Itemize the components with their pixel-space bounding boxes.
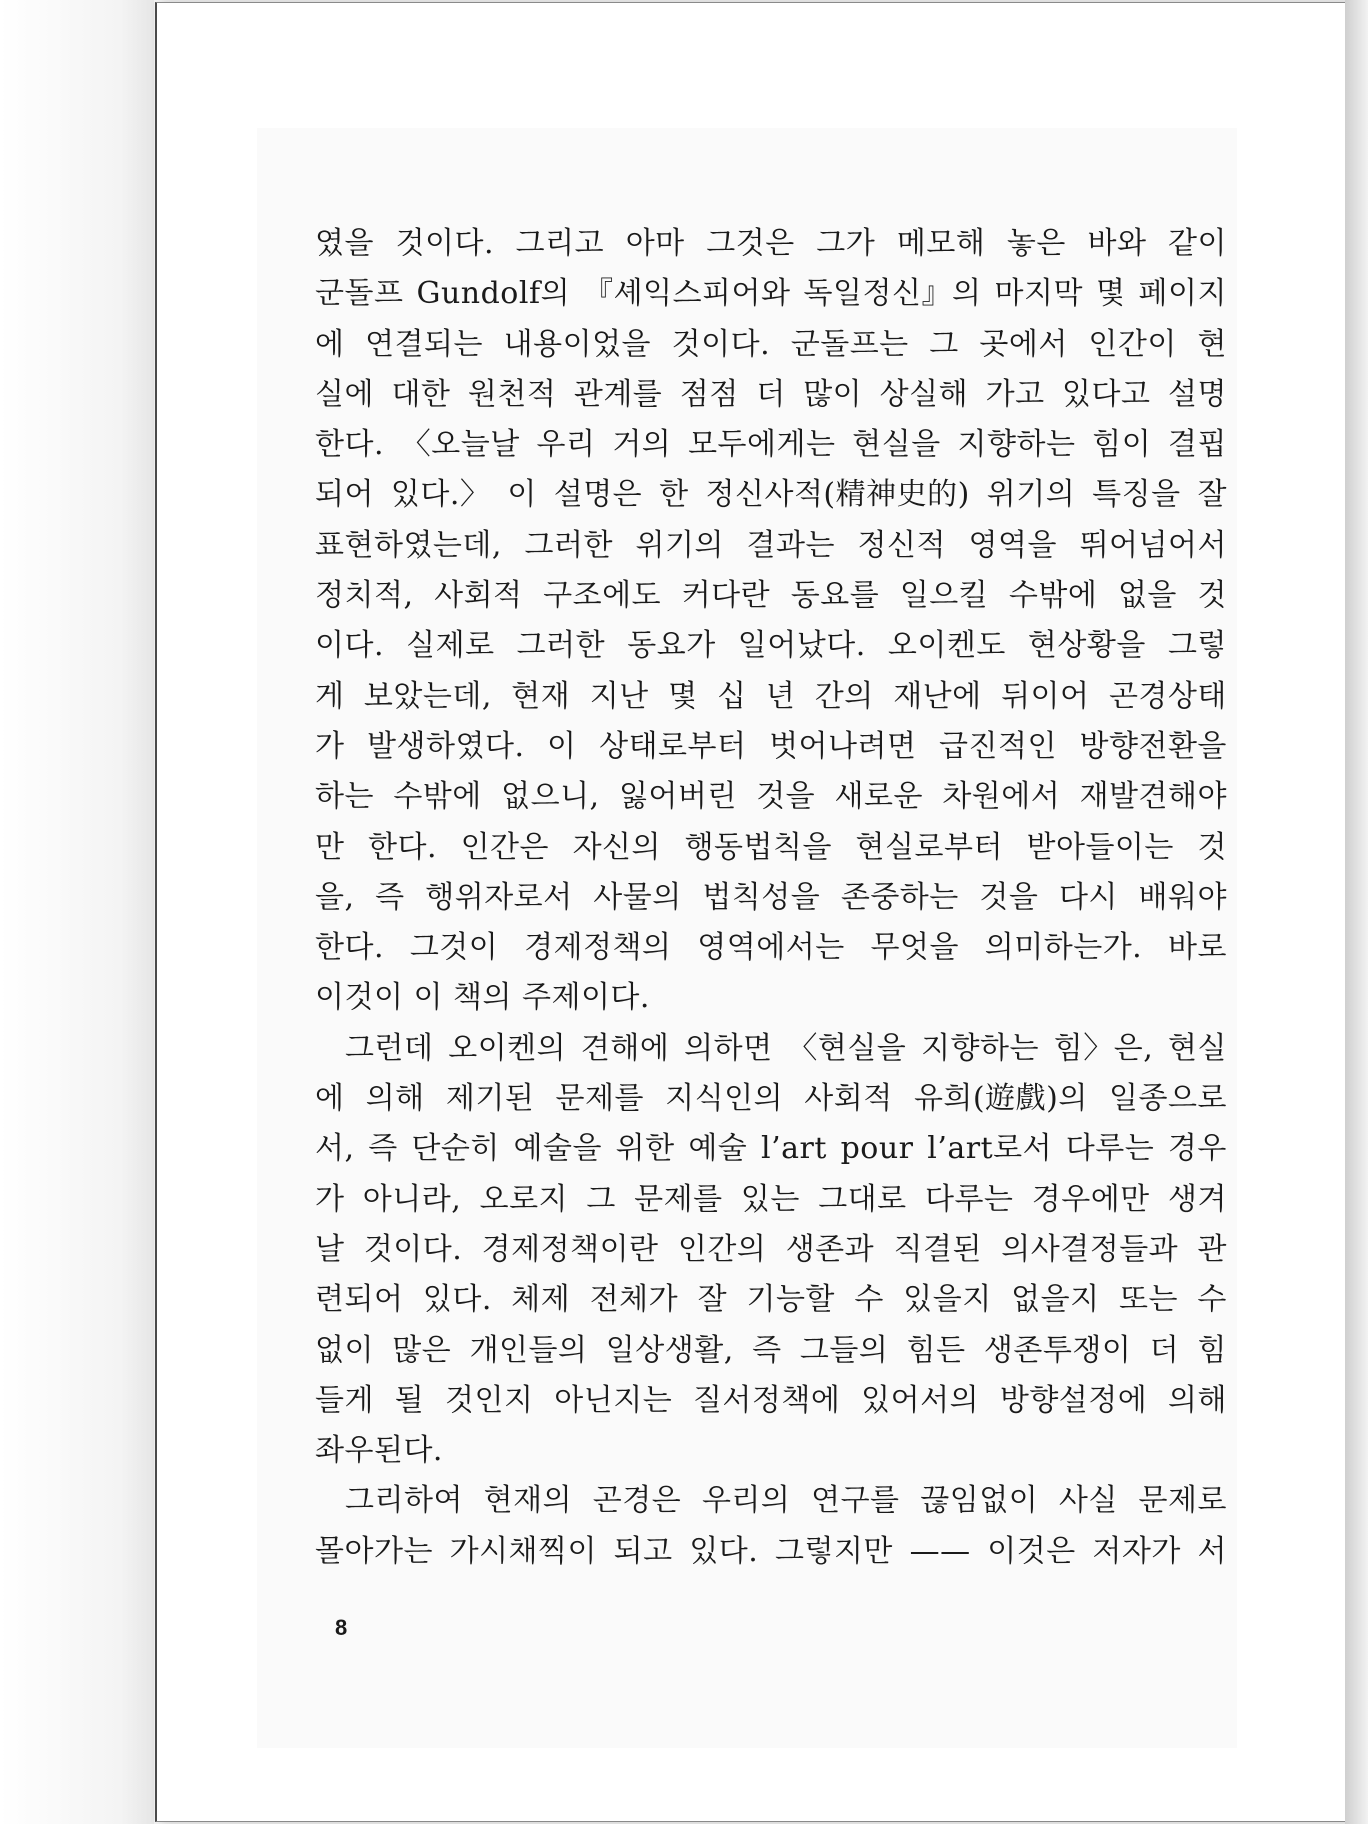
text-line: 한다. 그것이 경제정책의 영역에서는 무엇을 의미하는가. 바로 [315,930,1227,966]
text-line: 였을 것이다. 그리고 아마 그것은 그가 메모해 놓은 바와 같이 [315,226,1227,261]
text-line: 에 의해 제기된 문제를 지식인의 사회적 유희(遊戲)의 일종으로 [315,1081,1227,1117]
text-line: 만 한다. 인간은 자신의 행동법칙을 현실로부터 받아들이는 것 [315,829,1227,865]
text-line: 없이 많은 개인들의 일상생활, 즉 그들의 힘든 생존투쟁이 더 힘 [315,1332,1227,1368]
book-page [155,2,1347,1822]
text-line: 날 것이다. 경제정책이란 인간의 생존과 직결된 의사결정들과 관 [315,1231,1227,1267]
text-line: 군돌프 Gundolf의 『셰익스피어와 독일정신』의 마지막 몇 페이지 [315,276,1227,312]
text-line: 몰아가는 가시채찍이 되고 있다. 그렇지만 —— 이것은 저자가 서 [315,1533,1227,1569]
text-line: 에 연결되는 내용이었을 것이다. 군돌프는 그 곳에서 인간이 현 [315,326,1227,362]
page-number: 8 [335,1615,348,1640]
text-line: 이다. 실제로 그러한 동요가 일어났다. 오이켄도 현상황을 그렇 [315,628,1227,664]
text-line: 하는 수밖에 없으니, 잃어버린 것을 새로운 차원에서 재발견해야 [315,779,1227,815]
text-line: 들게 될 것인지 아닌지는 질서정책에 있어서의 방향설정에 의해 [315,1382,1227,1418]
text-line: 되어 있다.〉 이 설명은 한 정신사적(精神史的) 위기의 특징을 잘 [315,477,1227,513]
viewer-right-edge [1345,0,1368,1824]
body-text [315,219,1227,1577]
text-line: 정치적, 사회적 구조에도 커다란 동요를 일으킬 수밖에 없을 것 [315,578,1227,614]
text-line: 좌우된다. [315,1433,443,1469]
viewer-left-margin [0,0,154,1824]
text-line: 을, 즉 행위자로서 사물의 법칙성을 존중하는 것을 다시 배워야 [315,879,1227,915]
text-line: 서, 즉 단순히 예술을 위한 예술 l’art pour l’art로서 다루는 경우 [315,1131,1227,1167]
text-line: 가 아니라, 오로지 그 문제를 있는 그대로 다루는 경우에만 생겨 [315,1181,1227,1217]
text-line: 그리하여 현재의 곤경은 우리의 연구를 끊임없이 사실 문제로 [345,1483,1227,1519]
text-line: 이것이 이 책의 주제이다. [315,980,650,1016]
text-line: 련되어 있다. 체제 전체가 잘 기능할 수 있을지 없을지 또는 수 [315,1282,1227,1318]
text-line: 한다. 〈오늘날 우리 거의 모두에게는 현실을 지향하는 힘이 결핍 [315,427,1227,463]
text-line: 표현하였는데, 그러한 위기의 결과는 정신적 영역을 뛰어넘어서 [315,527,1227,563]
text-line: 그런데 오이켄의 견해에 의하면 〈현실을 지향하는 힘〉은, 현실 [345,1030,1227,1066]
text-line: 가 발생하였다. 이 상태로부터 벗어나려면 급진적인 방향전환을 [315,728,1227,764]
text-line: 게 보았는데, 현재 지난 몇 십 년 간의 재난에 뒤이어 곤경상태 [315,678,1227,714]
text-line: 실에 대한 원천적 관계를 점점 더 많이 상실해 가고 있다고 설명 [315,376,1227,412]
